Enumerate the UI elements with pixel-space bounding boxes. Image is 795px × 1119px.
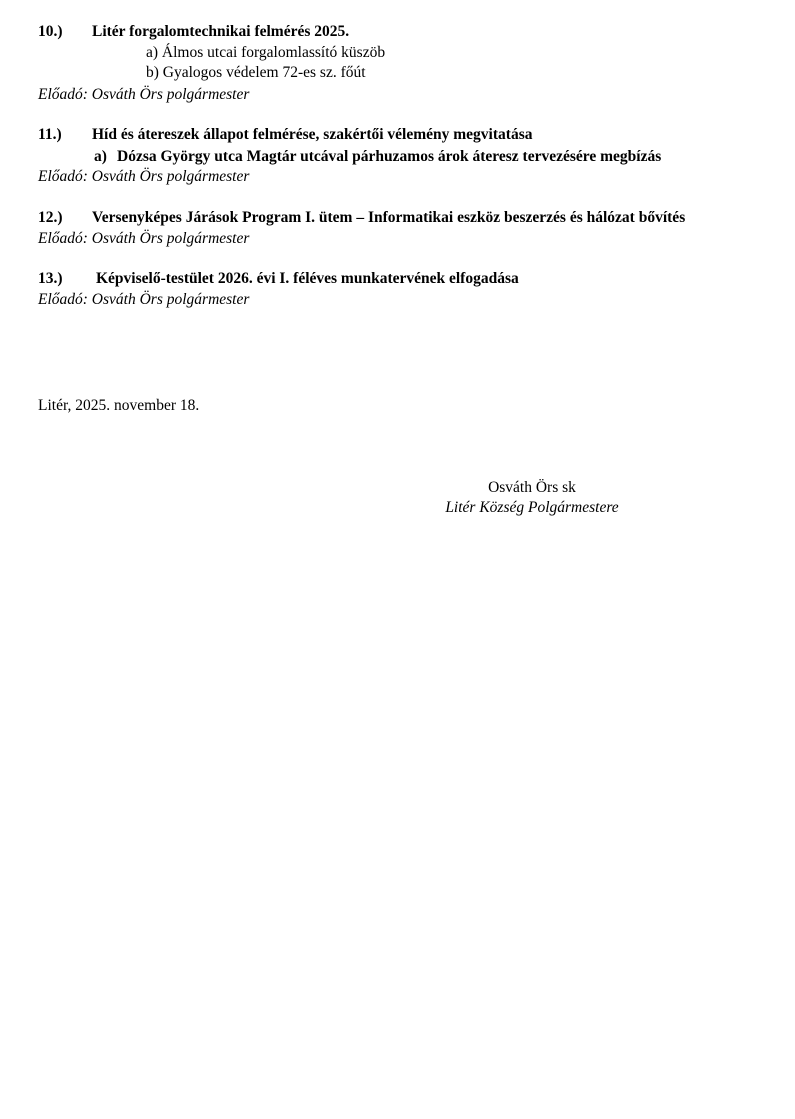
agenda-item-11-title: Híd és átereszek állapot felmérése, szakértői vélemény megvitatása	[92, 126, 533, 144]
agenda-item-11-subitems	[38, 147, 738, 167]
agenda-item-10-heading	[38, 22, 738, 42]
agenda-item-11-number: 11.)	[38, 126, 62, 144]
agenda-item-13-number: 13.)	[38, 270, 63, 288]
date-block	[38, 396, 199, 417]
agenda-item-10-subitem-b	[38, 63, 738, 84]
agenda-item-11-subitem-a	[38, 147, 738, 167]
agenda-item-10-subitem-b-marker: b)	[146, 64, 159, 82]
agenda-item-12-presenter: Előadó: Osváth Örs polgármester	[38, 229, 250, 247]
agenda-item-10-presenter: Előadó: Osváth Örs polgármester	[38, 85, 250, 103]
agenda-item-12-number: 12.)	[38, 208, 63, 226]
agenda-item-10-subitem-a	[38, 43, 738, 64]
agenda-item-10-title: Litér forgalomtechnikai felmérés 2025.	[92, 23, 350, 40]
agenda-item-11-subitem-a-marker: a)	[94, 147, 107, 165]
agenda-item-10-subitem-a-marker: a)	[146, 43, 159, 61]
agenda-item-11-heading	[38, 125, 738, 145]
agenda-item-12-title: Versenyképes Járások Program I. ütem – Informatikai eszköz beszerzés és hálózat bővítés	[92, 208, 686, 226]
agenda-item-10	[38, 22, 738, 105]
agenda-item-11-subitem-a-text: Dózsa György utca Magtár utcával párhuzamos árok áteresz tervezésére megbízás	[117, 147, 662, 165]
signature-name: Osváth Örs sk	[488, 479, 576, 496]
agenda-item-13-heading	[38, 269, 738, 289]
signature	[322, 478, 742, 518]
agenda-item-10-subitem-a-text: Álmos utcai forgalomlassító küszöb	[161, 43, 386, 61]
agenda-item-10-subitem-b-text: Gyalogos védelem 72-es sz. főút	[162, 64, 366, 82]
agenda-item-13	[38, 269, 738, 310]
agenda-item-12-heading	[38, 208, 738, 228]
agenda-item-13-title: Képviselő-testület 2026. évi I. féléves munkatervének elfogadása	[96, 270, 519, 288]
agenda-list	[38, 22, 738, 310]
signature-block	[322, 478, 742, 518]
agenda-item-10-number: 10.)	[38, 23, 63, 40]
agenda-item-12	[38, 208, 738, 249]
agenda-item-11	[38, 125, 738, 188]
agenda-item-10-subitems	[38, 43, 738, 84]
agenda-item-11-presenter: Előadó: Osváth Örs polgármester	[38, 168, 250, 186]
date-line: Litér, 2025. november 18.	[38, 397, 200, 414]
agenda-item-13-presenter: Előadó: Osváth Örs polgármester	[38, 290, 250, 308]
signature-title: Litér Község Polgármestere	[445, 499, 619, 517]
